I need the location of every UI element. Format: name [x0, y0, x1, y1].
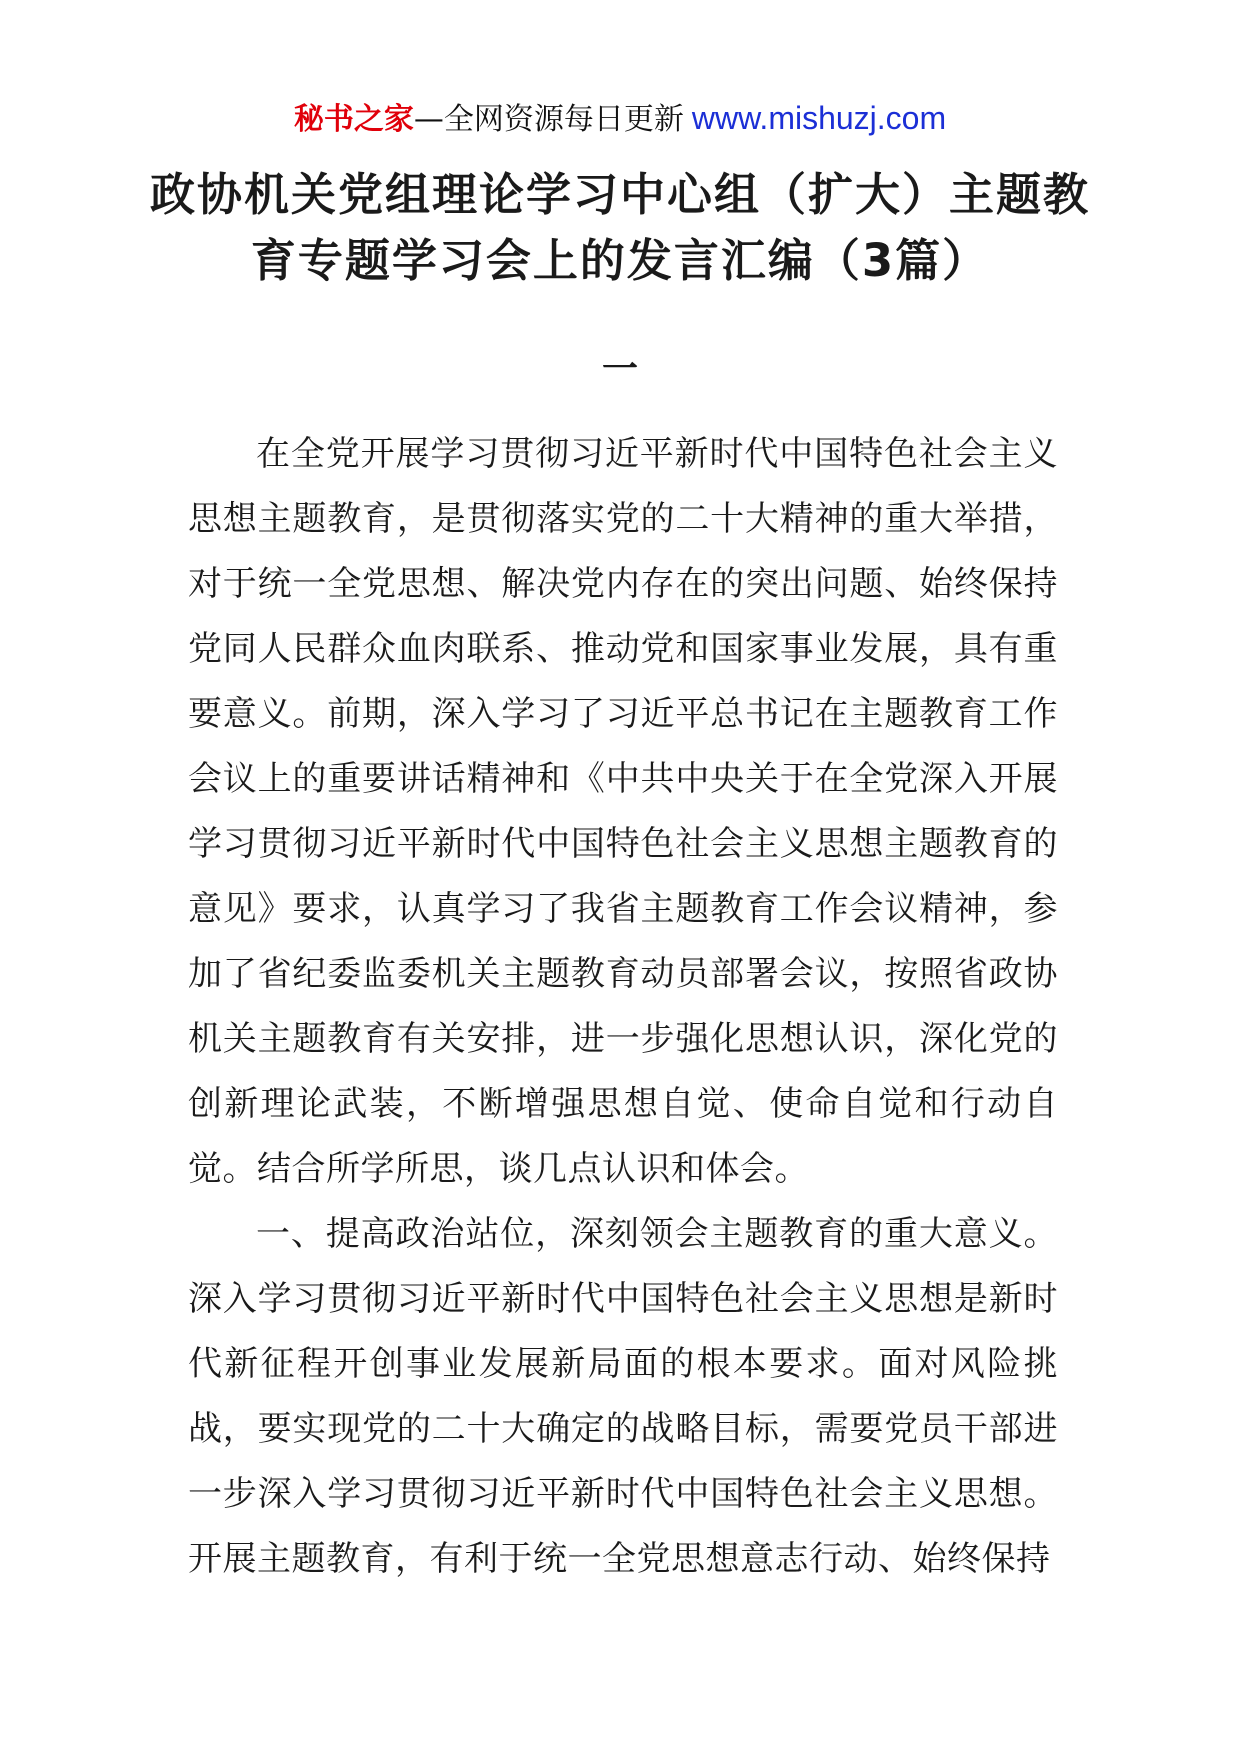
site-url-link[interactable]: www.mishuzj.com	[691, 100, 947, 136]
brand-name: 秘书之家	[293, 102, 414, 137]
document-title: 政协机关党组理论学习中心组（扩大）主题教育专题学习会上的发言汇编（3篇）	[150, 168, 1091, 287]
paragraph: 一、提高政治站位，深刻领会主题教育的重大意义。深入学习贯彻习近平新时代中国特色社会主义思想是新时代新征程开创事业发展新局面的根本要求。面对风险挑战，要实现党的二十大确定的战略目标，需要党员干部进一步深入学习贯彻习近平新时代中国特色社会主义思想。开展主题教育，有利于统一全党思想意志行动、始终保持	[188, 1214, 1058, 1579]
document-body	[188, 422, 1058, 1592]
paragraph: 在全党开展学习贯彻习近平新时代中国特色社会主义思想主题教育，是贯彻落实党的二十大精神的重大举措，对于统一全党思想、解决党内存在的突出问题、始终保持党同人民群众血肉联系、推动党和国家事业发展，具有重要意义。前期，深入学习了习近平总书记在主题教育工作会议上的重要讲话精神和《中共中央关于在全党深入开展学习贯彻习近平新时代中国特色社会主义思想主题教育的意见》要求，认真学习了我省主题教育工作会议精神，参加了省纪委监委机关主题教育动员部署会议，按照省政协机关主题教育有关安排，进一步强化思想认识，深化党的创新理论武装，不断增强思想自觉、使命自觉和行动自觉。结合所学所思，谈几点认识和体会。	[188, 434, 1058, 1189]
header-slogan: —全网资源每日更新	[413, 102, 684, 137]
site-header-banner	[0, 98, 1240, 140]
section-number: 一	[601, 349, 638, 390]
